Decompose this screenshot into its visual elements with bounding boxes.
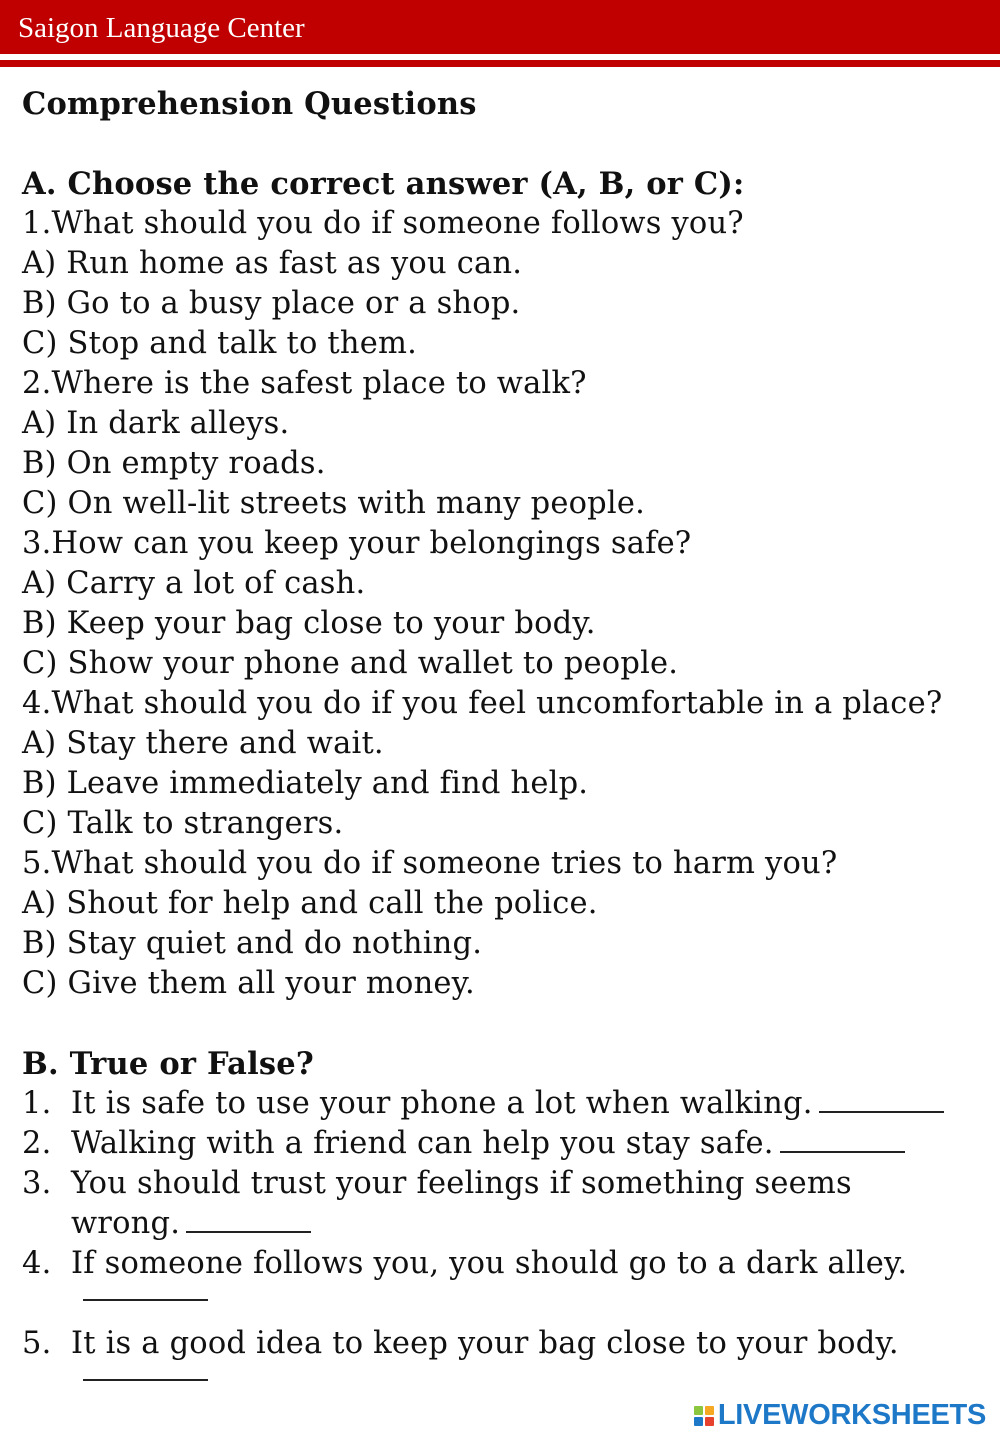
item-text: If someone follows you, you should go to a dark alley.	[71, 1246, 908, 1281]
option-c[interactable]: C) Show your phone and wallet to people.	[22, 646, 679, 681]
option-a[interactable]: A) In dark alleys.	[22, 406, 290, 441]
item-number: 2.	[22, 1126, 52, 1161]
section-b-heading: B. True or False?	[22, 1046, 314, 1082]
item-number: 4.	[22, 1246, 52, 1281]
answer-blank[interactable]	[83, 1298, 208, 1301]
true-false-item-3	[22, 1164, 992, 1204]
option-c[interactable]: C) On well-lit streets with many people.	[22, 486, 645, 521]
question-4	[22, 684, 992, 844]
question-text: 3.How can you keep your belongings safe?	[22, 526, 692, 561]
item-number: 5.	[22, 1326, 52, 1361]
answer-blank-row	[22, 1284, 992, 1324]
option-b[interactable]: B) Leave immediately and find help.	[22, 766, 589, 801]
spacer	[22, 1004, 992, 1044]
worksheet-content	[22, 84, 992, 1404]
option-a[interactable]: A) Shout for help and call the police.	[22, 886, 598, 921]
answer-blank[interactable]	[819, 1110, 944, 1113]
question-2	[22, 364, 992, 524]
true-false-item-1	[22, 1084, 992, 1124]
liveworksheets-logo	[694, 1399, 986, 1432]
option-c[interactable]: C) Stop and talk to them.	[22, 326, 417, 361]
option-c[interactable]: C) Give them all your money.	[22, 966, 475, 1001]
question-5	[22, 844, 992, 1004]
answer-blank-row	[22, 1364, 992, 1404]
item-number: 1.	[22, 1086, 52, 1121]
option-c[interactable]: C) Talk to strangers.	[22, 806, 344, 841]
question-text: 2.Where is the safest place to walk?	[22, 366, 587, 401]
header-bar	[0, 0, 1000, 54]
true-false-item-5	[22, 1324, 992, 1364]
logo-text: LIVEWORKSHEETS	[717, 1399, 986, 1431]
header-title: Saigon Language Center	[18, 12, 305, 44]
section-a-heading: A. Choose the correct answer (A, B, or C):	[22, 166, 745, 202]
true-false-item-3-continued	[22, 1204, 992, 1244]
liveworksheets-logo-icon	[694, 1406, 714, 1426]
true-false-item-4	[22, 1244, 992, 1284]
item-number: 3.	[22, 1166, 52, 1201]
item-text: Walking with a friend can help you stay safe.	[71, 1126, 774, 1161]
true-false-item-2	[22, 1124, 992, 1164]
option-b[interactable]: B) Keep your bag close to your body.	[22, 606, 596, 641]
question-text: 1.What should you do if someone follows you?	[22, 206, 744, 241]
question-text: 5.What should you do if someone tries to harm you?	[22, 846, 838, 881]
answer-blank[interactable]	[83, 1378, 208, 1381]
header-rule	[0, 60, 1000, 67]
item-text: It is safe to use your phone a lot when walking.	[71, 1086, 813, 1121]
page-title: Comprehension Questions	[22, 86, 477, 122]
option-a[interactable]: A) Carry a lot of cash.	[22, 566, 366, 601]
item-text-continued: wrong.	[71, 1206, 181, 1241]
option-b[interactable]: B) Stay quiet and do nothing.	[22, 926, 483, 961]
option-b[interactable]: B) Go to a busy place or a shop.	[22, 286, 521, 321]
answer-blank[interactable]	[186, 1230, 311, 1233]
item-text: It is a good idea to keep your bag close to your body.	[71, 1326, 899, 1361]
option-a[interactable]: A) Run home as fast as you can.	[22, 246, 523, 281]
spacer	[22, 124, 992, 164]
answer-blank[interactable]	[780, 1150, 905, 1153]
question-text: 4.What should you do if you feel uncomfortable in a place?	[22, 686, 943, 721]
item-text: You should trust your feelings if something seems	[71, 1166, 852, 1201]
question-1	[22, 204, 992, 364]
option-a[interactable]: A) Stay there and wait.	[22, 726, 384, 761]
question-3	[22, 524, 992, 684]
option-b[interactable]: B) On empty roads.	[22, 446, 326, 481]
